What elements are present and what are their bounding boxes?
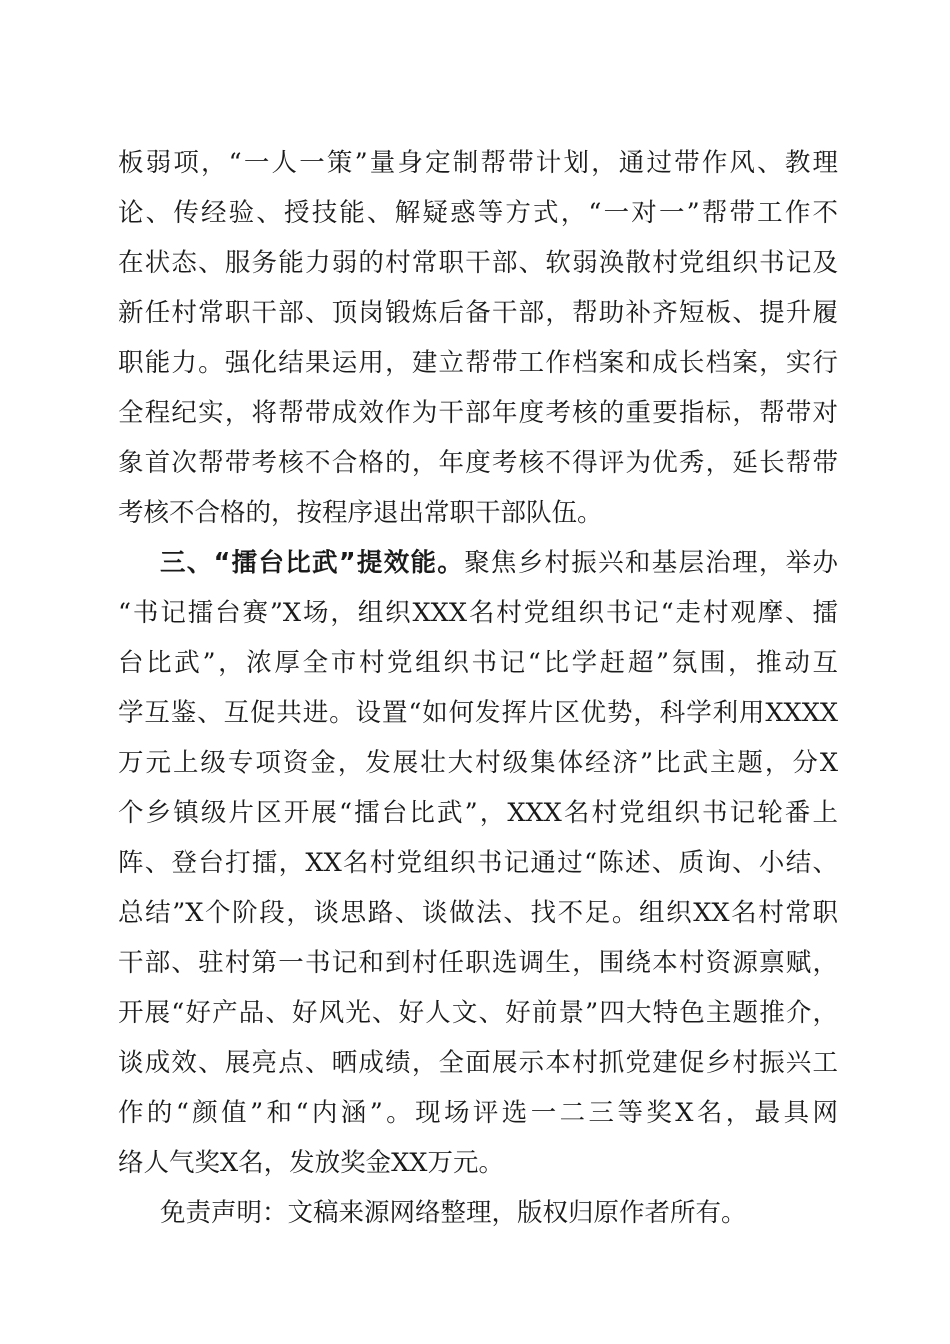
paragraph-line: 络人气奖X名，发放奖金XX万元。 (118, 1148, 504, 1178)
paragraph-line: “书记擂台赛”X场，组织XXX名村党组织书记“走村观摩、擂 (118, 598, 838, 628)
paragraph-line: 阵、登台打擂，XX名村党组织书记通过“陈述、质询、小结、 (118, 848, 838, 878)
paragraph-line: 谈成效、展亮点、晒成绩，全面展示本村抓党建促乡村振兴工 (118, 1048, 838, 1078)
paragraph-line: 学互鉴、互促共进。设置“如何发挥片区优势，科学利用XXXX (118, 698, 838, 728)
paragraph-line: 开展“好产品、好风光、好人文、好前景”四大特色主题推介， (118, 998, 838, 1028)
paragraph-line: 作的“颜值”和“内涵”。现场评选一二三等奖X名，最具网 (118, 1098, 838, 1128)
paragraph-line: 考核不合格的，按程序退出常职干部队伍。 (118, 498, 603, 528)
paragraph-line: 新任村常职干部、顶岗锻炼后备干部，帮助补齐短板、提升履 (118, 298, 838, 328)
paragraph-line: 论、传经验、授技能、解疑惑等方式，“一对一”帮带工作不 (118, 198, 838, 228)
paragraph-line: 台比武”，浓厚全市村党组织书记“比学赶超”氛围，推动互 (118, 648, 838, 678)
paragraph-line: 职能力。强化结果运用，建立帮带工作档案和成长档案，实行 (118, 348, 838, 378)
disclaimer: 免责声明：文稿来源网络整理，版权归原作者所有。 (160, 1198, 747, 1228)
paragraph-line: 个乡镇级片区开展“擂台比武”，XXX名村党组织书记轮番上 (118, 798, 838, 828)
paragraph-line: 全程纪实，将帮带成效作为干部年度考核的重要指标，帮带对 (118, 398, 838, 428)
paragraph-text: 聚焦乡村振兴和基层治理，举办 (464, 548, 838, 578)
paragraph-line: 板弱项，“一人一策”量身定制帮带计划，通过带作风、教理 (118, 148, 838, 178)
section-heading: 三、“擂台比武”提效能。 (160, 548, 465, 578)
paragraph-line: 干部、驻村第一书记和到村任职选调生，围绕本村资源禀赋， (118, 948, 838, 978)
paragraph-line: 在状态、服务能力弱的村常职干部、软弱涣散村党组织书记及 (118, 248, 838, 278)
paragraph-first-line (160, 543, 838, 583)
paragraph-line: 象首次帮带考核不合格的，年度考核不得评为优秀，延长帮带 (118, 448, 838, 478)
paragraph-line: 总结”X个阶段，谈思路、谈做法、找不足。组织XX名村常职 (118, 898, 838, 928)
paragraph-line: 万元上级专项资金，发展壮大村级集体经济”比武主题，分X (118, 748, 838, 778)
